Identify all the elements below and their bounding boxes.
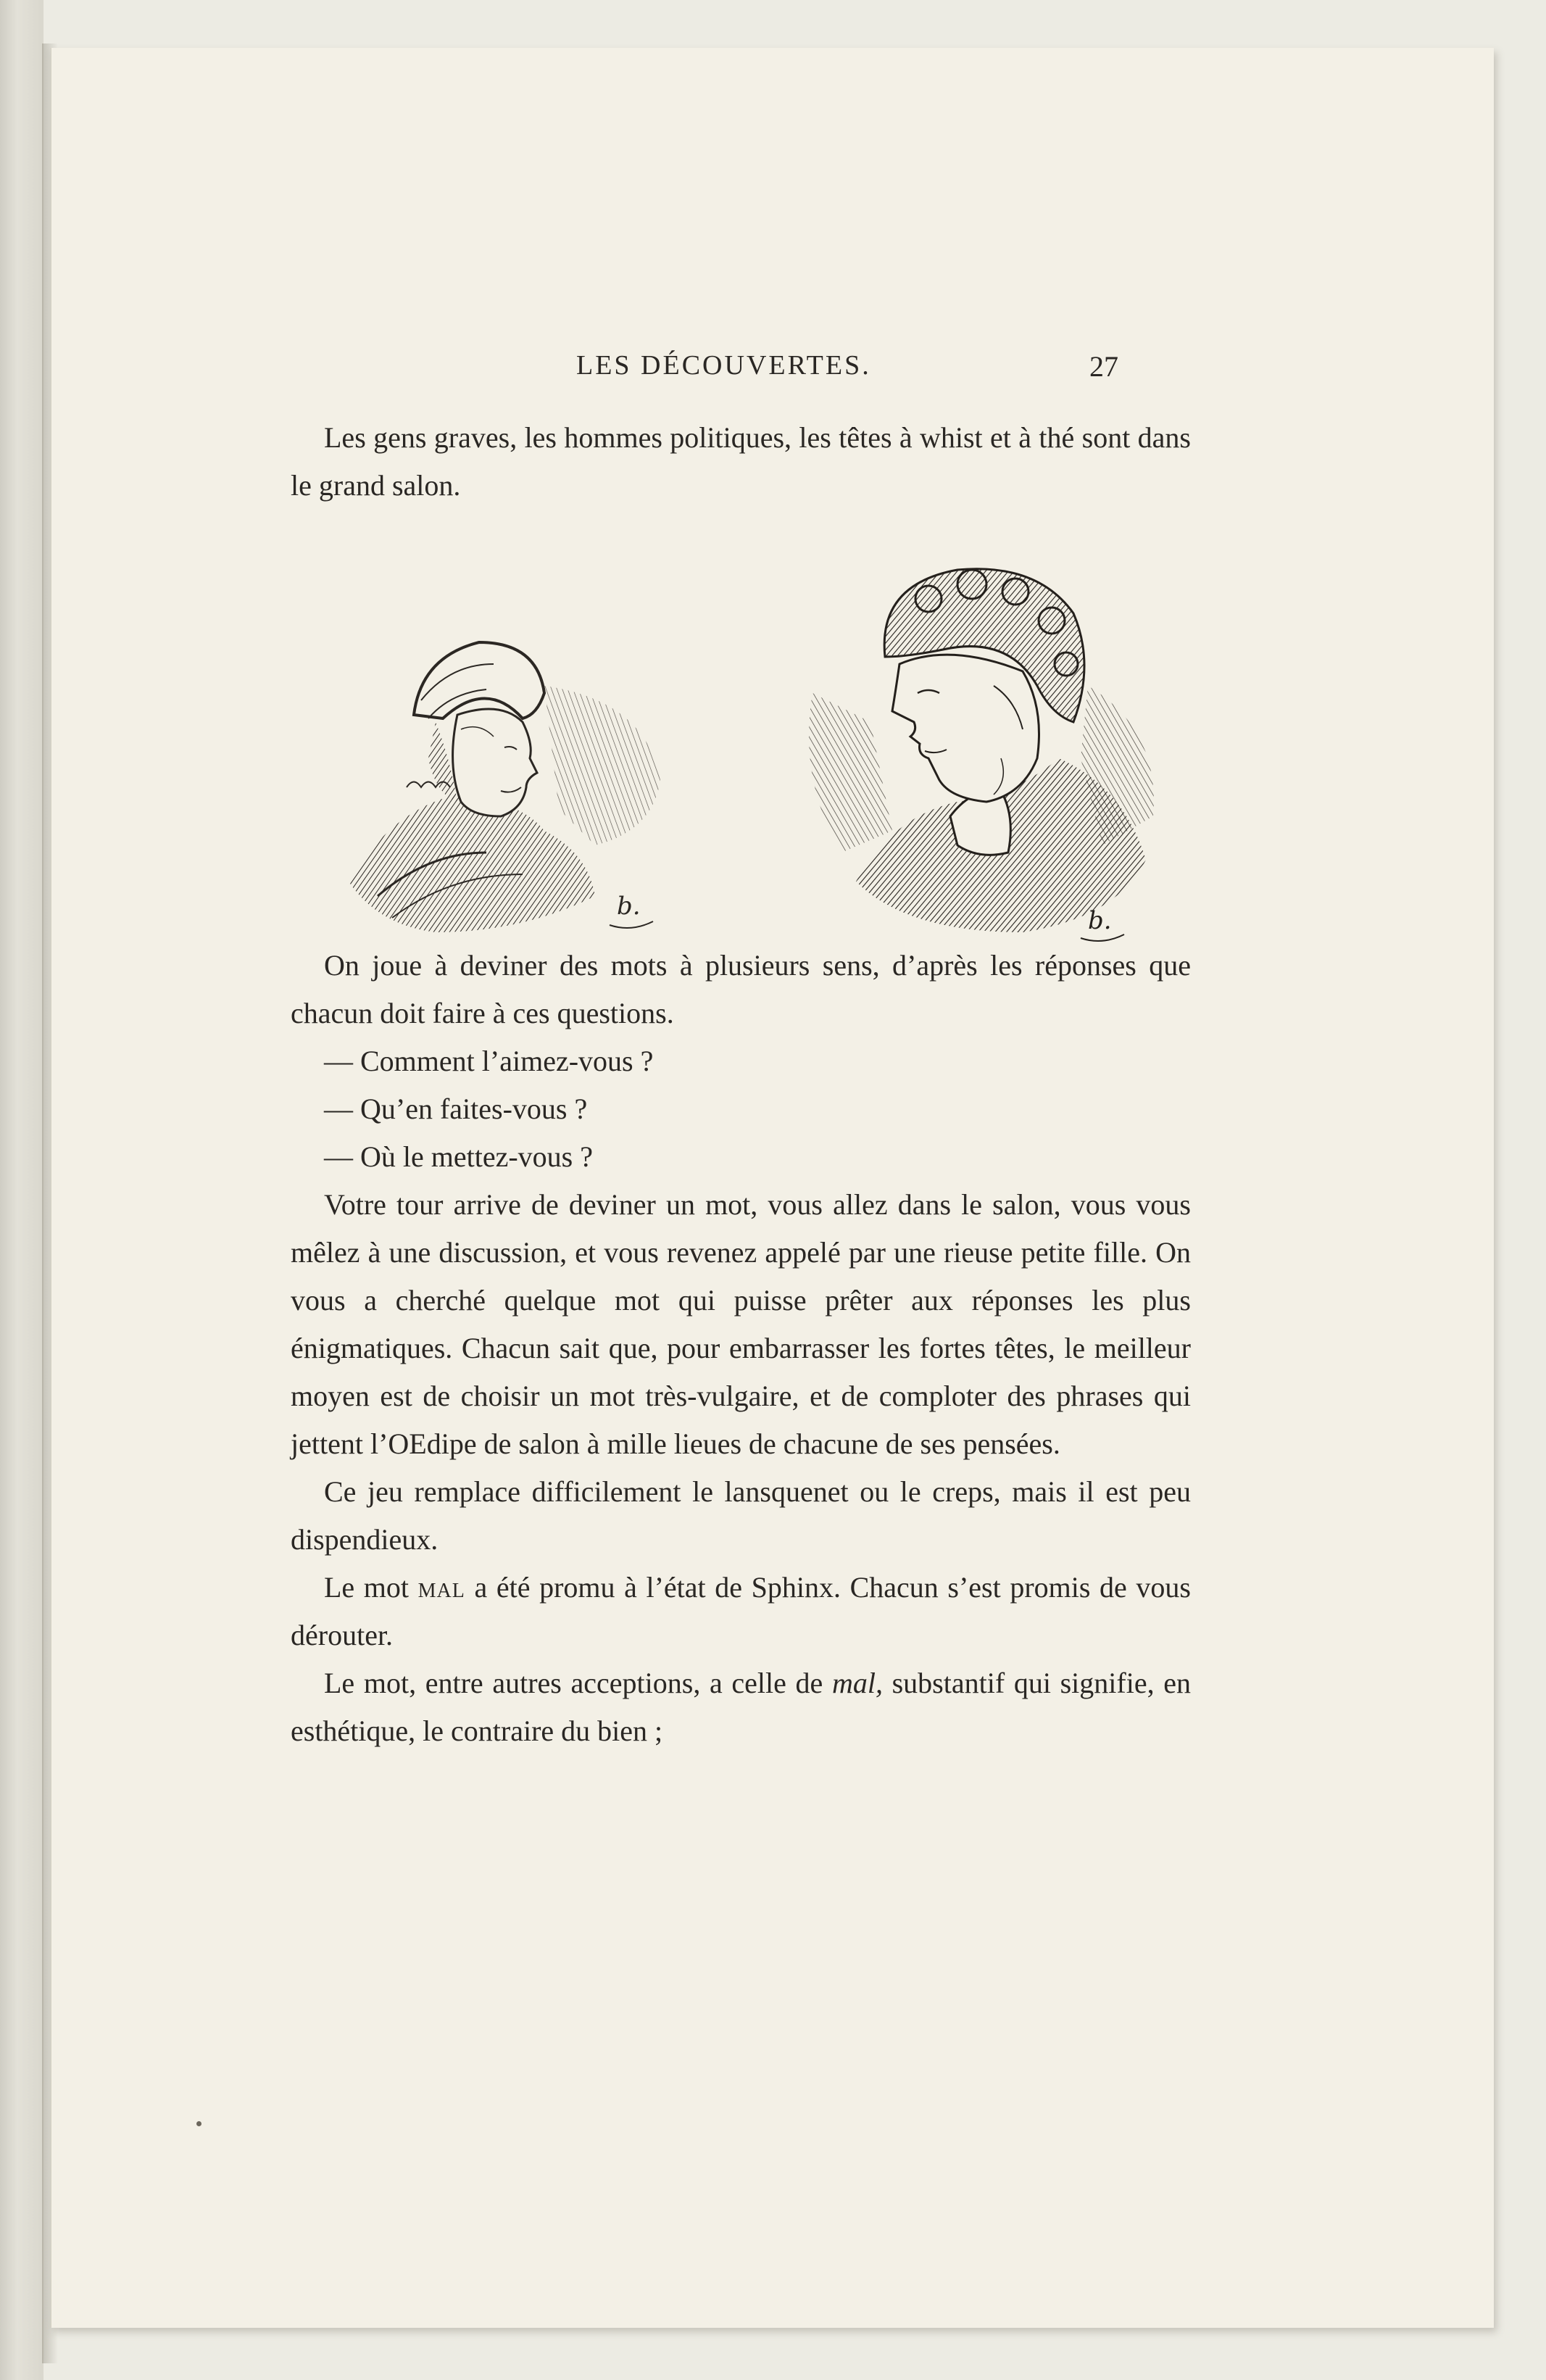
paper-speck — [196, 2121, 201, 2126]
question-2: — Qu’en faites-vous ? — [324, 1092, 588, 1125]
old-woman-portrait-drawing — [305, 592, 711, 954]
intro-text — [291, 414, 1191, 510]
left-signature: b. — [617, 892, 641, 921]
acceptions-text-before: Le mot, entre autres acceptions, a celle de — [324, 1667, 832, 1699]
book-page — [51, 48, 1494, 2328]
question-3: — Où le mettez-vous ? — [324, 1140, 593, 1173]
paragraph-sphinx — [291, 1564, 1191, 1659]
body-text — [291, 942, 1191, 1755]
running-title: LES DÉCOUVERTES. — [576, 350, 871, 381]
right-signature: b. — [1088, 906, 1112, 935]
acceptions-text-after: substantif qui signifie, en esthétique, le contraire du bien ; — [291, 1667, 1191, 1747]
book-edge — [0, 0, 43, 2380]
sphinx-word: mal — [417, 1571, 465, 1604]
paragraph-acceptions — [291, 1659, 1191, 1755]
sphinx-text-after: a été promu à l’état de Sphinx. Chacun s’est promis de vous dérouter. — [291, 1571, 1191, 1651]
sphinx-text-before: Le mot — [324, 1571, 418, 1604]
running-head — [51, 349, 1494, 393]
intro-paragraph: Les gens graves, les hommes politiques, les têtes à whist et à thé sont dans le grand salon. — [291, 421, 1191, 502]
question-1: — Comment l’aimez-vous ? — [324, 1045, 654, 1077]
paragraph-turn: Votre tour arrive de deviner un mot, vous allez dans le salon, vous vous mêlez à une discussion, et vous revenez appelé par une rieuse petite fille. On vous a cherché quelque mot qui puisse prêter aux réponses les plus énigmatiques. Chacun sait que, pour embarrasser les fortes têtes, le meilleur moyen est de choisir un mot très-vulgaire, et de comploter des phrases qui jettent l’OEdipe de salon à mille lieues de chacune de ses pensées. — [291, 1188, 1191, 1460]
engraving-man — [784, 541, 1189, 954]
engraving-old-woman — [305, 592, 711, 954]
paragraph-game-replace: Ce jeu remplace difficilement le lansquenet ou le creps, mais il est peu dispendieux. — [291, 1475, 1191, 1556]
man-portrait-drawing — [784, 541, 1189, 954]
paragraph-game: On joue à deviner des mots à plusieurs sens, d’après les réponses que chacun doit faire à ces questions. — [291, 949, 1191, 1029]
acceptions-word: mal, — [831, 1667, 883, 1699]
page-number: 27 — [1089, 350, 1118, 383]
